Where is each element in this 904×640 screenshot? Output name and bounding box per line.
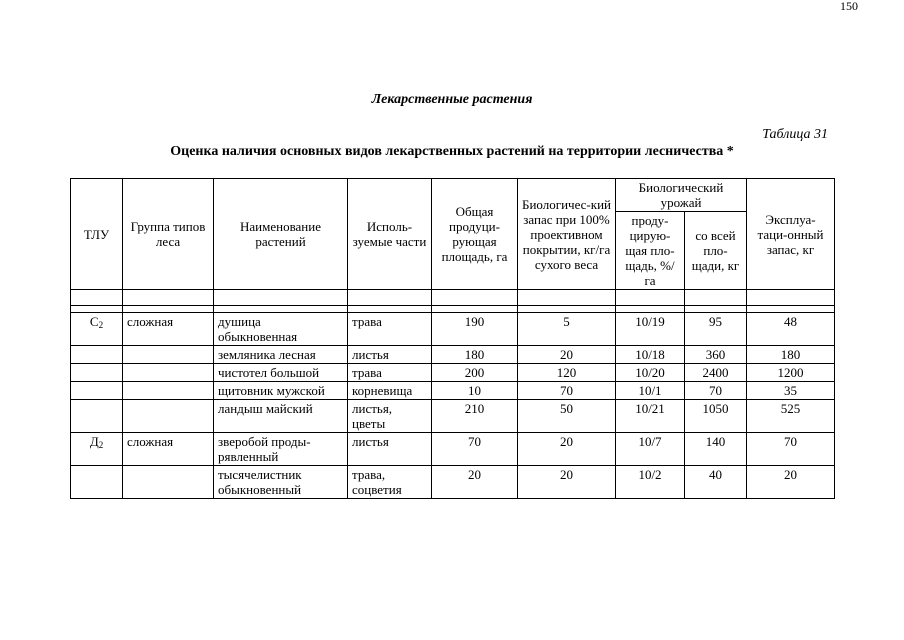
- cell-name: земляника лесная: [214, 346, 348, 364]
- header-tlu: ТЛУ: [71, 179, 123, 290]
- section-title: Лекарственные растения: [371, 92, 533, 107]
- cell-area: 210: [432, 400, 518, 433]
- cell-tlu: [71, 466, 123, 499]
- cell-group: [123, 466, 214, 499]
- header-exploit: Эксплуа-таци-онный запас, кг: [747, 179, 835, 290]
- header-yield-total: со всей пло-щади, кг: [685, 212, 747, 290]
- cell-area: 180: [432, 346, 518, 364]
- table-row: [71, 382, 835, 400]
- cell-yield-total: 95: [685, 313, 747, 346]
- cell-stock: 20: [518, 466, 616, 499]
- cell-exploit: 1200: [747, 364, 835, 382]
- cell-stock: 5: [518, 313, 616, 346]
- cell-exploit: 70: [747, 433, 835, 466]
- cell-group: [123, 364, 214, 382]
- table-label: Таблица 31: [762, 127, 828, 142]
- cell-yield-total: 360: [685, 346, 747, 364]
- spacer-cell: [71, 290, 123, 306]
- cell-parts: листья, цветы: [348, 400, 432, 433]
- tlu-subscript: 2: [98, 440, 104, 450]
- spacer-cell: [123, 290, 214, 306]
- cell-parts: листья: [348, 346, 432, 364]
- cell-yield-total: 70: [685, 382, 747, 400]
- cell-name: чистотел большой: [214, 364, 348, 382]
- cell-stock: 70: [518, 382, 616, 400]
- spacer-cell: [214, 290, 348, 306]
- tlu-subscript: 2: [98, 320, 104, 330]
- table-row: [71, 364, 835, 382]
- table-row: [71, 313, 835, 346]
- cell-yield-area: 10/21: [616, 400, 685, 433]
- cell-tlu: [71, 382, 123, 400]
- spacer-cell: [616, 290, 685, 306]
- header-bio-stock: Биологичес-кий запас при 100% проективном покрытии, кг/га сухого веса: [518, 179, 616, 290]
- cell-tlu: [71, 364, 123, 382]
- cell-exploit: 525: [747, 400, 835, 433]
- cell-yield-total: 2400: [685, 364, 747, 382]
- cell-yield-area: 10/1: [616, 382, 685, 400]
- tlu-code: Д: [89, 434, 99, 449]
- header-name: Наименование растений: [214, 179, 348, 290]
- cell-group: сложная: [123, 433, 214, 466]
- header-yield-area: проду-цирую-щая пло-щадь, %/га: [616, 212, 685, 290]
- spacer-cell: [685, 290, 747, 306]
- plants-table: [70, 178, 835, 499]
- table-caption: Оценка наличия основных видов лекарственных растений на территории лесничества *: [170, 144, 734, 159]
- cell-yield-area: 10/20: [616, 364, 685, 382]
- cell-area: 20: [432, 466, 518, 499]
- gap-cell: [616, 306, 685, 313]
- spacer-row: [71, 290, 835, 306]
- cell-exploit: 48: [747, 313, 835, 346]
- cell-name: ландыш майский: [214, 400, 348, 433]
- cell-tlu: [71, 400, 123, 433]
- gap-cell: [747, 306, 835, 313]
- header-parts: Исполь-зуемые части: [348, 179, 432, 290]
- cell-yield-area: 10/7: [616, 433, 685, 466]
- cell-yield-area: 10/19: [616, 313, 685, 346]
- cell-stock: 20: [518, 433, 616, 466]
- cell-yield-total: 40: [685, 466, 747, 499]
- cell-parts: листья: [348, 433, 432, 466]
- table-row: [71, 346, 835, 364]
- cell-tlu: [71, 346, 123, 364]
- cell-stock: 20: [518, 346, 616, 364]
- cell-parts: трава: [348, 313, 432, 346]
- spacer-cell: [348, 290, 432, 306]
- spacer-cell: [747, 290, 835, 306]
- table-row: [71, 400, 835, 433]
- cell-yield-area: 10/2: [616, 466, 685, 499]
- cell-exploit: 20: [747, 466, 835, 499]
- cell-yield-total: 1050: [685, 400, 747, 433]
- cell-stock: 120: [518, 364, 616, 382]
- gap-cell: [685, 306, 747, 313]
- gap-cell: [348, 306, 432, 313]
- gap-cell: [71, 306, 123, 313]
- cell-stock: 50: [518, 400, 616, 433]
- cell-area: 70: [432, 433, 518, 466]
- cell-yield-area: 10/18: [616, 346, 685, 364]
- table-row: [71, 466, 835, 499]
- cell-name: щитовник мужской: [214, 382, 348, 400]
- cell-yield-total: 140: [685, 433, 747, 466]
- header-area: Общая продуци-рующая площадь, га: [432, 179, 518, 290]
- cell-name: тысячелистник обыкновенный: [214, 466, 348, 499]
- tlu-code: С: [89, 314, 99, 329]
- header-bio-yield: Биологический урожай: [616, 179, 747, 212]
- spacer-cell: [432, 290, 518, 306]
- cell-group: [123, 400, 214, 433]
- cell-parts: корневища: [348, 382, 432, 400]
- gap-cell: [518, 306, 616, 313]
- cell-area: 200: [432, 364, 518, 382]
- gap-cell: [123, 306, 214, 313]
- cell-exploit: 35: [747, 382, 835, 400]
- cell-parts: трава: [348, 364, 432, 382]
- gap-row: [71, 306, 835, 313]
- header-group: Группа типов леса: [123, 179, 214, 290]
- page-number: 150: [840, 0, 858, 13]
- cell-group: [123, 382, 214, 400]
- cell-group: сложная: [123, 313, 214, 346]
- spacer-cell: [518, 290, 616, 306]
- cell-tlu: [71, 313, 123, 346]
- cell-area: 190: [432, 313, 518, 346]
- cell-exploit: 180: [747, 346, 835, 364]
- cell-group: [123, 346, 214, 364]
- table-row: [71, 433, 835, 466]
- gap-cell: [214, 306, 348, 313]
- gap-cell: [432, 306, 518, 313]
- cell-name: зверобой проды-рявленный: [214, 433, 348, 466]
- cell-parts: трава, соцветия: [348, 466, 432, 499]
- cell-name: душица обыкновенная: [214, 313, 348, 346]
- cell-area: 10: [432, 382, 518, 400]
- cell-tlu: [71, 433, 123, 466]
